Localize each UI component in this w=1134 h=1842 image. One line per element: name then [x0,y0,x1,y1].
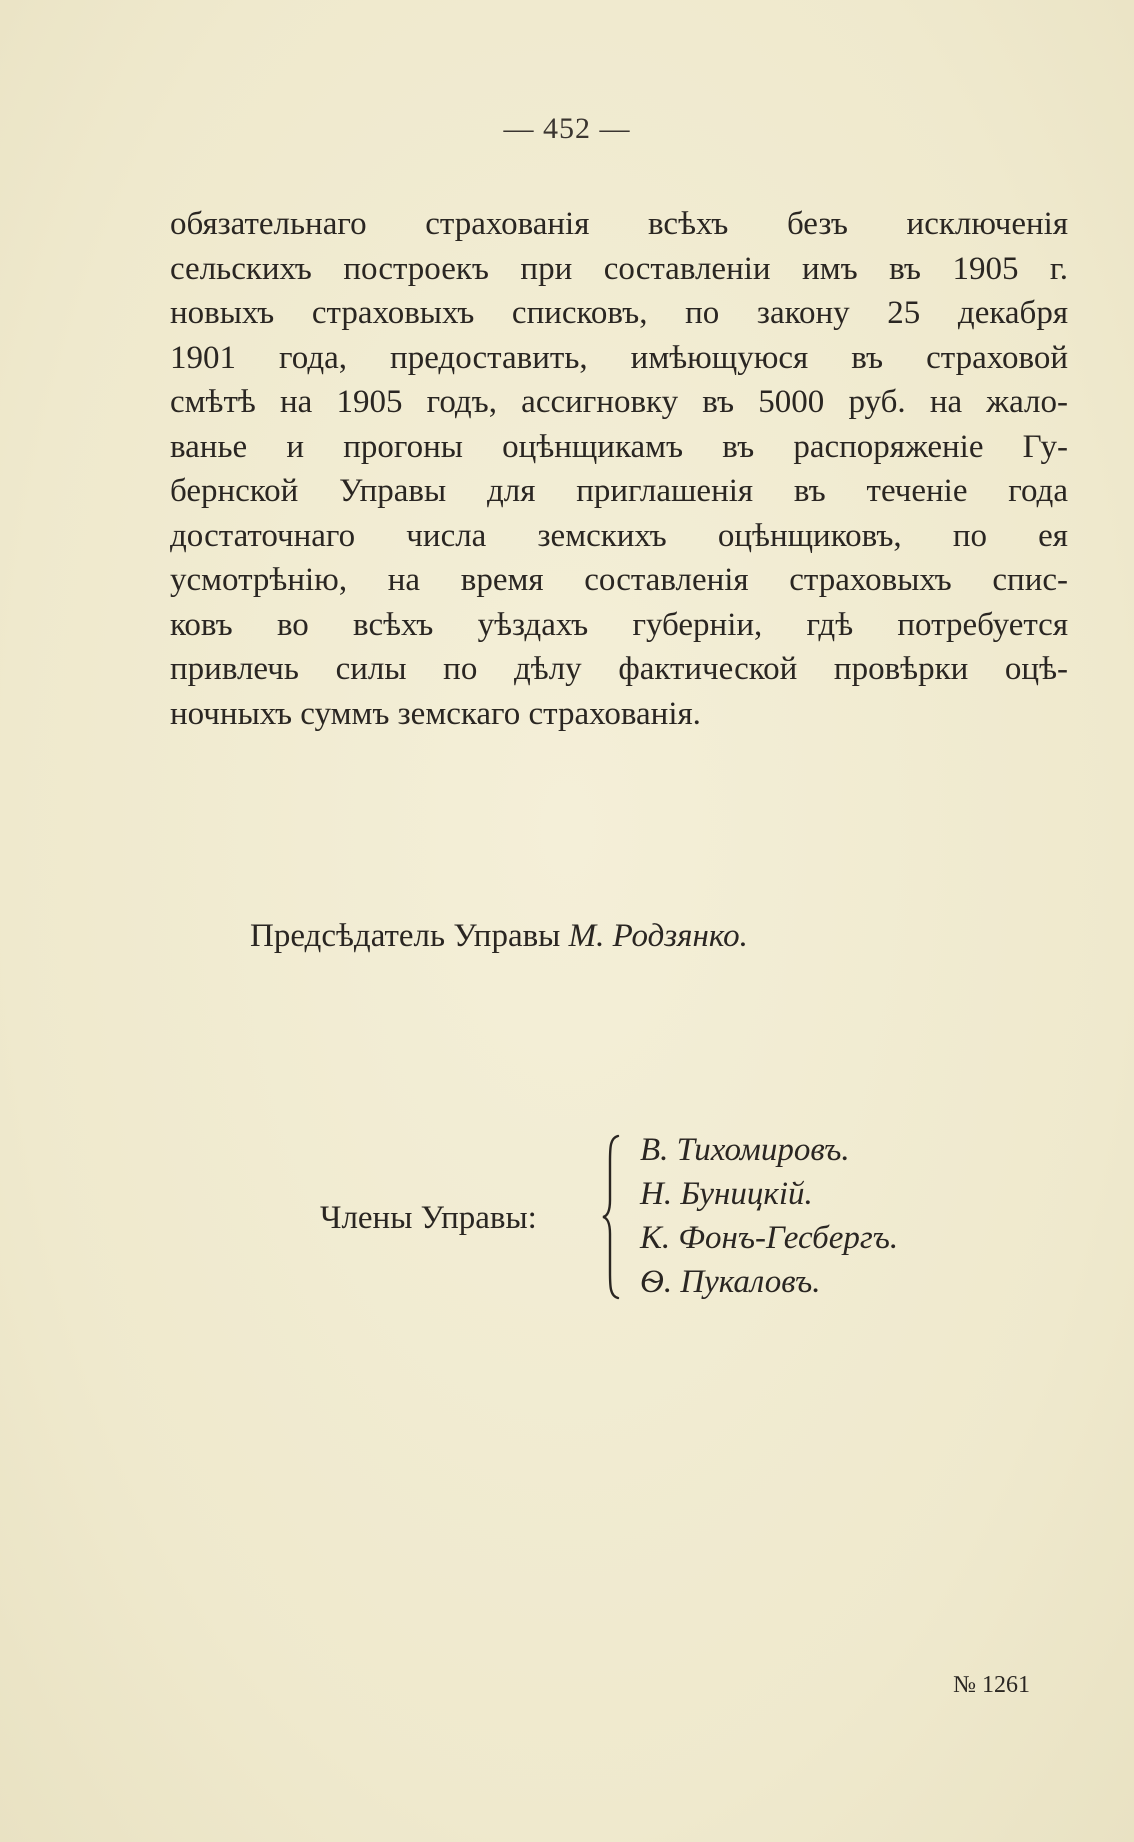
brace-symbol [600,1132,624,1302]
text-line: новыхъ страховыхъ списковъ, по закону 25 декабря [170,295,1068,331]
members-label: Члены Управы: [320,1200,537,1236]
text-line: сельскихъ построекъ при составленіи имъ въ 1905 г. [170,250,1068,287]
text-line: ванье и прогоны оцѣнщикамъ въ распоряженіе Гу- [170,428,1068,465]
member-name: В. Тихомировъ. [640,1132,850,1168]
member-name: Н. Буницкій. [640,1176,813,1212]
text-line: привлечь силы по дѣлу фактической провѣрки оцѣ- [170,651,1068,687]
member-name: К. Фонъ-Гесбергъ. [640,1220,899,1256]
text-line: бернской Управы для приглашенія въ теченіе года [170,473,1068,509]
text-line: 1901 года, предоставить, имѣющуюся въ страховой [170,339,1068,376]
text-line: достаточнаго числа земскихъ оцѣнщиковъ, по ея [170,517,1068,554]
member-name: Ѳ. Пукаловъ. [640,1264,821,1300]
text-line: усмотрѣнію, на время составленія страховыхъ спис- [170,562,1068,598]
text-line: смѣтѣ на 1905 годъ, ассигновку въ 5000 руб. на жало- [170,384,1068,420]
text-line: обязательнаго страхованія всѣхъ безъ исключенія [170,206,1068,242]
members-list [640,1128,898,1304]
chairman-title: Предсѣдатель Управы [250,918,561,954]
text-line: ковъ во всѣхъ уѣздахъ губерніи, гдѣ потребуется [170,606,1068,643]
text-line: ночныхъ суммъ земскаго страхованія. [170,695,701,732]
chairman-name: М. Родзянко. [568,918,748,954]
resolution-paragraph [170,202,1068,736]
chairman-signature [250,918,748,955]
document-number: № 1261 [953,1672,1030,1698]
page-number: — 452 — [503,112,631,145]
